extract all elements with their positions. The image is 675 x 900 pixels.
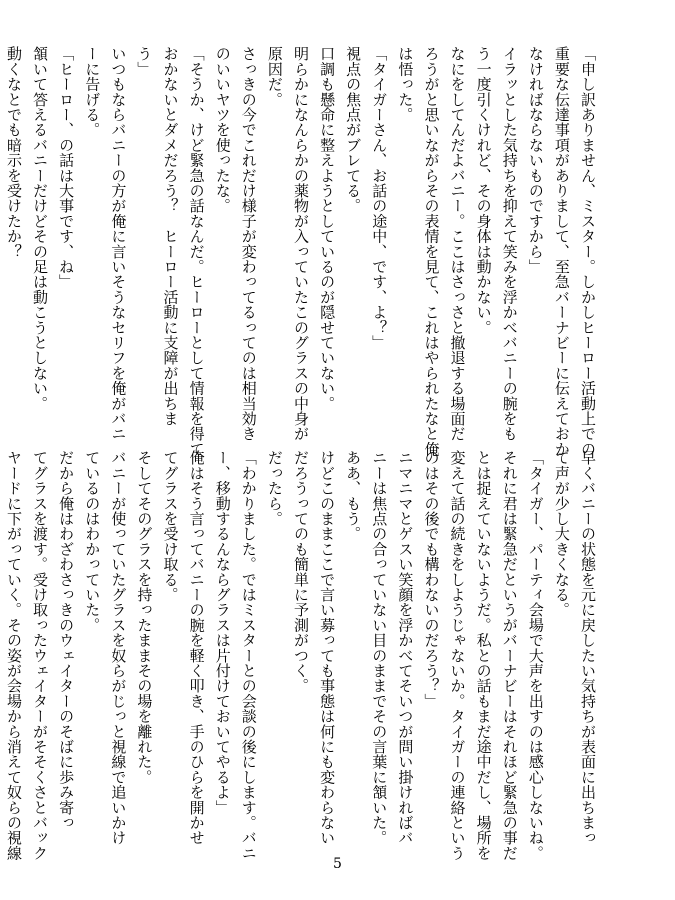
text-line: てグラスを渡す。受け取ったウェイターがそそくさとバック <box>31 450 50 861</box>
text-line: う一度引くけれど、その身体は動かない。 <box>474 46 493 335</box>
text-line: それに君は緊急だというがバーナビーはそれほど緊急の事だ <box>500 450 519 861</box>
text-line: ヤードに下がっていく。その姿が会場から消えて奴らの視線 <box>4 450 23 861</box>
text-line: は悟った。 <box>396 46 415 122</box>
text-line <box>0 450 1 826</box>
lower-text-block <box>4 450 601 861</box>
text-line: ているのはわかっていた。 <box>83 450 102 633</box>
text-line: ニーは焦点の合っていない目のままでその言葉に頷いた。 <box>370 450 389 846</box>
text-line: だろうってのも簡単に予測がつく。 <box>291 450 310 694</box>
text-line: そしてそのグラスを持ったままその場を離れた。 <box>135 450 154 785</box>
text-line: ーに告げる。 <box>83 46 102 138</box>
text-line: 視点の焦点がブレてる。 <box>344 46 363 214</box>
text-line: 「申し訳ありません、ミスター。しかしヒーロー活動上での <box>579 46 597 457</box>
text-line: ろうがと思いながらその表情を見て、これはやられたなと俺 <box>422 46 441 457</box>
text-line: 「わかりました。ではミスターとの会談の後にします。バニ <box>239 450 258 861</box>
text-line: イラッとした気持ちを抑えて笑みを浮かべバニーの腕をも <box>500 46 519 442</box>
text-line: 早くバニーの状態を元に戻したい気持ちが表面に出ちまっ <box>579 450 597 846</box>
text-line: 変えて話の続きをしようじゃないか。タイガーの連絡という <box>448 450 467 861</box>
text-line: 「そうか、けど緊急の話なんだ。ヒーローとして情報を得て <box>187 46 206 457</box>
text-line: おかないとダメだろう？ ヒーロー活動に支障が出ちま <box>161 46 180 426</box>
text-line: のいいヤツを使ったな。 <box>213 46 232 214</box>
text-line: なにをしてんだよバニー。ここはさっさと撤退する場面だ <box>448 46 467 442</box>
text-line: ニマニマとゲスい笑顔を浮かべてそいつが問い掛ければバ <box>396 450 415 846</box>
text-line: てグラスを受け取る。 <box>161 450 180 602</box>
upper-text-block <box>4 46 601 457</box>
text-line: だったら。 <box>265 450 284 526</box>
text-line: 「タイガーさん、お話の途中、です、よ？」 <box>370 46 389 350</box>
text-line: 「ヒーロー、の話は大事です、ね」 <box>57 46 76 290</box>
text-line: けどこのままここで言い募っても事態は何にも変わらない <box>318 450 337 846</box>
text-line: のはその後でも構わないのだろう？」 <box>422 450 441 709</box>
text-line: 重要な伝達事項がありまして、至急バーナビーに伝えておか <box>552 46 571 457</box>
text-line: 明らかになんらかの薬物が入っていたこのグラスの中身が <box>291 46 310 442</box>
text-line: 「タイガー、パーティ会場で大声を出すのは感心しないね。 <box>526 450 545 861</box>
text-line <box>0 46 1 422</box>
text-line: いつもならバニーの方が俺に言いそうなセリフを俺がバニ <box>109 46 128 442</box>
text-line: 頷いて答えるバニーだけどその足は動こうとしない。 <box>31 46 50 411</box>
text-line: ああ、もう。 <box>344 450 363 542</box>
text-line: さっきの今でこれだけ様子が変わってるってのは相当効き <box>239 46 258 442</box>
text-line: 原因だ。 <box>265 46 284 107</box>
text-line: バニーが使っていたグラスを奴らがじっと視線で追いかけ <box>109 450 128 846</box>
text-line: ー、移動するんならグラスは片付けておいてやるよ」 <box>213 450 232 815</box>
text-line: 俺はそう言ってバニーの腕を軽く叩き、手のひらを開かせ <box>187 450 206 846</box>
text-line: 口調も懸命に整えようとしているのが隠せていない。 <box>318 46 337 411</box>
text-line: だから俺はわざわさっきのウェイターのそばに歩み寄っ <box>57 450 76 830</box>
text-line: とは捉えていないようだ。私との話もまだ途中だし、場所を <box>474 450 493 861</box>
text-line: う」 <box>135 46 154 77</box>
page-number: 5 <box>333 856 342 872</box>
text-line: て声が少し大きくなる。 <box>552 450 571 618</box>
text-line: なければならないものですから」 <box>526 46 545 274</box>
text-line: 動くなとでも暗示を受けたか？ <box>4 46 23 259</box>
